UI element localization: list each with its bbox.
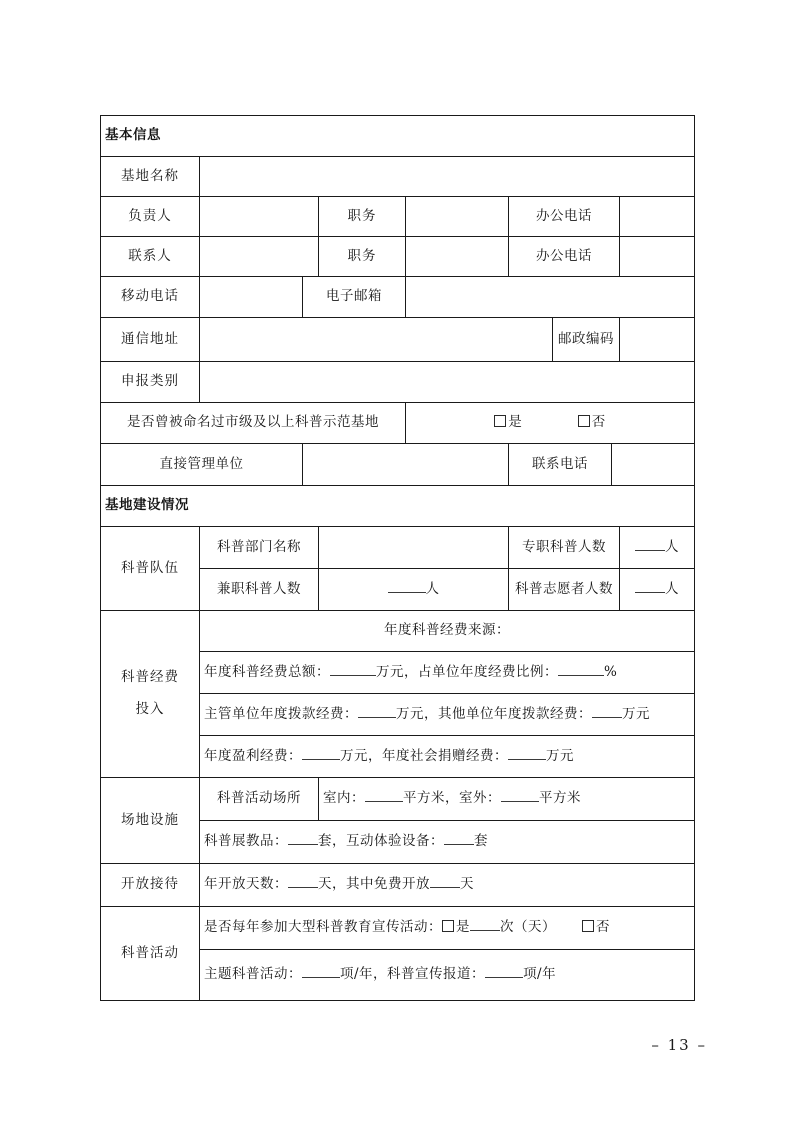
checkbox-large-event-no[interactable]	[582, 919, 610, 937]
field-principal-name[interactable]	[200, 197, 319, 237]
text-exhibits-b: 套，互动体验设备：	[318, 833, 444, 850]
spacer	[105, 687, 195, 701]
field-funding-grant[interactable]	[200, 694, 695, 736]
label-contact: 联系人	[101, 237, 200, 277]
checkbox-label-yes: 是	[456, 919, 470, 936]
text-large-event-b: 次（天）	[500, 919, 556, 936]
field-exhibits[interactable]	[200, 821, 695, 864]
page-number: – 13 –	[651, 1036, 707, 1054]
text-grant-c: 万元	[622, 705, 650, 722]
blank-underline[interactable]	[501, 801, 539, 802]
section-header-row-base-construction	[101, 486, 695, 527]
text-total-c: %	[604, 663, 618, 680]
text-grant-b: 万元，其他单位年度拨款经费：	[396, 705, 592, 722]
table-row-activities-large-event	[101, 907, 695, 950]
table-row-team-fulltime	[101, 527, 695, 569]
label-principal: 负责人	[101, 197, 200, 237]
blank-underline[interactable]	[470, 930, 500, 931]
field-contact-office-phone[interactable]	[620, 237, 695, 277]
label-contact-post: 职务	[319, 237, 406, 277]
table-row-opening	[101, 864, 695, 907]
checkbox-label-yes: 是	[508, 414, 523, 431]
text-exhibits-a: 科普展教品：	[204, 833, 288, 850]
blank-underline[interactable]	[302, 977, 340, 978]
label-facilities: 场地设施	[101, 778, 200, 864]
blank-underline[interactable]	[365, 801, 403, 802]
label-fulltime-count: 专职科普人数	[509, 527, 620, 569]
checkbox-icon[interactable]	[494, 415, 506, 427]
checkbox-named-before-no[interactable]	[578, 414, 606, 432]
field-funding-profit[interactable]	[200, 736, 695, 778]
label-postcode: 邮政编码	[553, 318, 620, 362]
unit-person: 人	[425, 580, 440, 597]
field-contact-post[interactable]	[406, 237, 509, 277]
label-funding-line1: 科普经费	[121, 669, 179, 686]
label-category: 申报类别	[101, 362, 200, 403]
text-total-b: 万元，占单位年度经费比例：	[376, 663, 558, 680]
blank-underline[interactable]	[635, 550, 665, 551]
field-large-event[interactable]	[200, 907, 695, 950]
field-mobile[interactable]	[200, 277, 303, 318]
checkbox-label-no: 否	[596, 919, 610, 936]
field-funding-total[interactable]	[200, 652, 695, 694]
label-email: 电子邮箱	[303, 277, 406, 318]
blank-underline[interactable]	[288, 887, 318, 888]
label-managing-unit-phone: 联系电话	[509, 444, 612, 486]
text-days-c: 天	[460, 876, 474, 893]
label-team: 科普队伍	[101, 527, 200, 611]
unit-person: 人	[665, 538, 679, 555]
text-theme-b: 项/年，科普宣传报道：	[340, 966, 486, 983]
label-activities: 科普活动	[101, 907, 200, 1001]
application-form-table	[100, 115, 695, 1001]
blank-underline[interactable]	[330, 675, 376, 676]
field-base-name[interactable]	[200, 157, 695, 197]
label-funding-source: 年度科普经费来源：	[200, 611, 695, 652]
field-principal-office-phone[interactable]	[620, 197, 695, 237]
text-theme-a: 主题科普活动：	[204, 966, 302, 983]
section-title-base-construction: 基地建设情况	[101, 486, 695, 527]
checkbox-large-event-yes[interactable]	[442, 919, 470, 937]
label-volunteer-count: 科普志愿者人数	[509, 569, 620, 611]
label-mobile: 移动电话	[101, 277, 200, 318]
label-address: 通信地址	[101, 318, 200, 362]
text-profit-a: 年度盈利经费：	[204, 747, 302, 764]
blank-underline[interactable]	[302, 759, 340, 760]
field-fulltime-count[interactable]	[620, 527, 695, 569]
text-venue-a: 室内：	[323, 790, 365, 807]
checkbox-icon[interactable]	[578, 415, 590, 427]
blank-underline[interactable]	[592, 717, 622, 718]
checkbox-label-no: 否	[591, 414, 606, 431]
text-theme-c: 项/年	[523, 966, 557, 983]
table-row-mobile-email	[101, 277, 695, 318]
text-profit-c: 万元	[546, 747, 574, 764]
label-contact-office-phone: 办公电话	[509, 237, 620, 277]
unit-person: 人	[665, 580, 679, 597]
text-profit-b: 万元，年度社会捐赠经费：	[340, 747, 508, 764]
table-row-base-name	[101, 157, 695, 197]
table-row-address	[101, 318, 695, 362]
table-row-category	[101, 362, 695, 403]
section-title-basic-info: 基本信息	[101, 116, 695, 157]
table-row-principal	[101, 197, 695, 237]
field-theme-activities[interactable]	[200, 950, 695, 1001]
label-opening: 开放接待	[101, 864, 200, 907]
label-principal-post: 职务	[319, 197, 406, 237]
label-funding	[101, 611, 200, 778]
blank-underline[interactable]	[358, 717, 396, 718]
text-total-a: 年度科普经费总额：	[204, 663, 330, 680]
checkbox-icon[interactable]	[442, 920, 454, 932]
field-address[interactable]	[200, 318, 553, 362]
field-principal-post[interactable]	[406, 197, 509, 237]
label-dept-name: 科普部门名称	[200, 527, 319, 569]
table-row-funding-source	[101, 611, 695, 652]
text-grant-a: 主管单位年度拨款经费：	[204, 705, 358, 722]
field-email[interactable]	[406, 277, 695, 318]
field-volunteer-count[interactable]	[620, 569, 695, 611]
blank-underline[interactable]	[485, 977, 523, 978]
checkbox-icon[interactable]	[582, 920, 594, 932]
field-postcode[interactable]	[620, 318, 695, 362]
label-base-name: 基地名称	[101, 157, 200, 197]
blank-underline[interactable]	[558, 675, 604, 676]
field-parttime-count[interactable]	[319, 569, 509, 611]
text-days-a: 年开放天数：	[204, 876, 288, 893]
checkbox-named-before-yes[interactable]	[494, 414, 522, 432]
field-named-before-options	[406, 403, 695, 444]
label-named-before: 是否曾被命名过市级及以上科普示范基地	[101, 403, 406, 444]
table-row-named-before	[101, 403, 695, 444]
label-parttime-count: 兼职科普人数	[200, 569, 319, 611]
field-category[interactable]	[200, 362, 695, 403]
label-funding-line2: 投入	[135, 701, 165, 717]
blank-underline[interactable]	[635, 592, 665, 593]
table-row-managing-unit	[101, 444, 695, 486]
label-principal-office-phone: 办公电话	[509, 197, 620, 237]
field-dept-name[interactable]	[319, 527, 509, 569]
section-header-row-basic-info	[101, 116, 695, 157]
text-venue-c: 平方米	[539, 790, 581, 807]
text-venue-b: 平方米，室外：	[403, 790, 501, 807]
blank-underline[interactable]	[444, 844, 474, 845]
table-row-contact	[101, 237, 695, 277]
blank-underline[interactable]	[288, 844, 318, 845]
label-venue: 科普活动场所	[200, 778, 319, 821]
blank-underline[interactable]	[430, 887, 460, 888]
field-opening-days[interactable]	[200, 864, 695, 907]
blank-underline[interactable]	[508, 759, 546, 760]
field-contact-name[interactable]	[200, 237, 319, 277]
text-exhibits-c: 套	[474, 833, 488, 850]
blank-underline[interactable]	[388, 592, 426, 593]
field-managing-unit-phone[interactable]	[612, 444, 695, 486]
table-row-facilities-venue	[101, 778, 695, 821]
label-managing-unit: 直接管理单位	[101, 444, 303, 486]
text-days-b: 天，其中免费开放	[318, 876, 430, 893]
field-managing-unit[interactable]	[303, 444, 509, 486]
text-large-event-a: 是否每年参加大型科普教育宣传活动：	[204, 919, 442, 936]
field-venue-area[interactable]	[319, 778, 695, 821]
